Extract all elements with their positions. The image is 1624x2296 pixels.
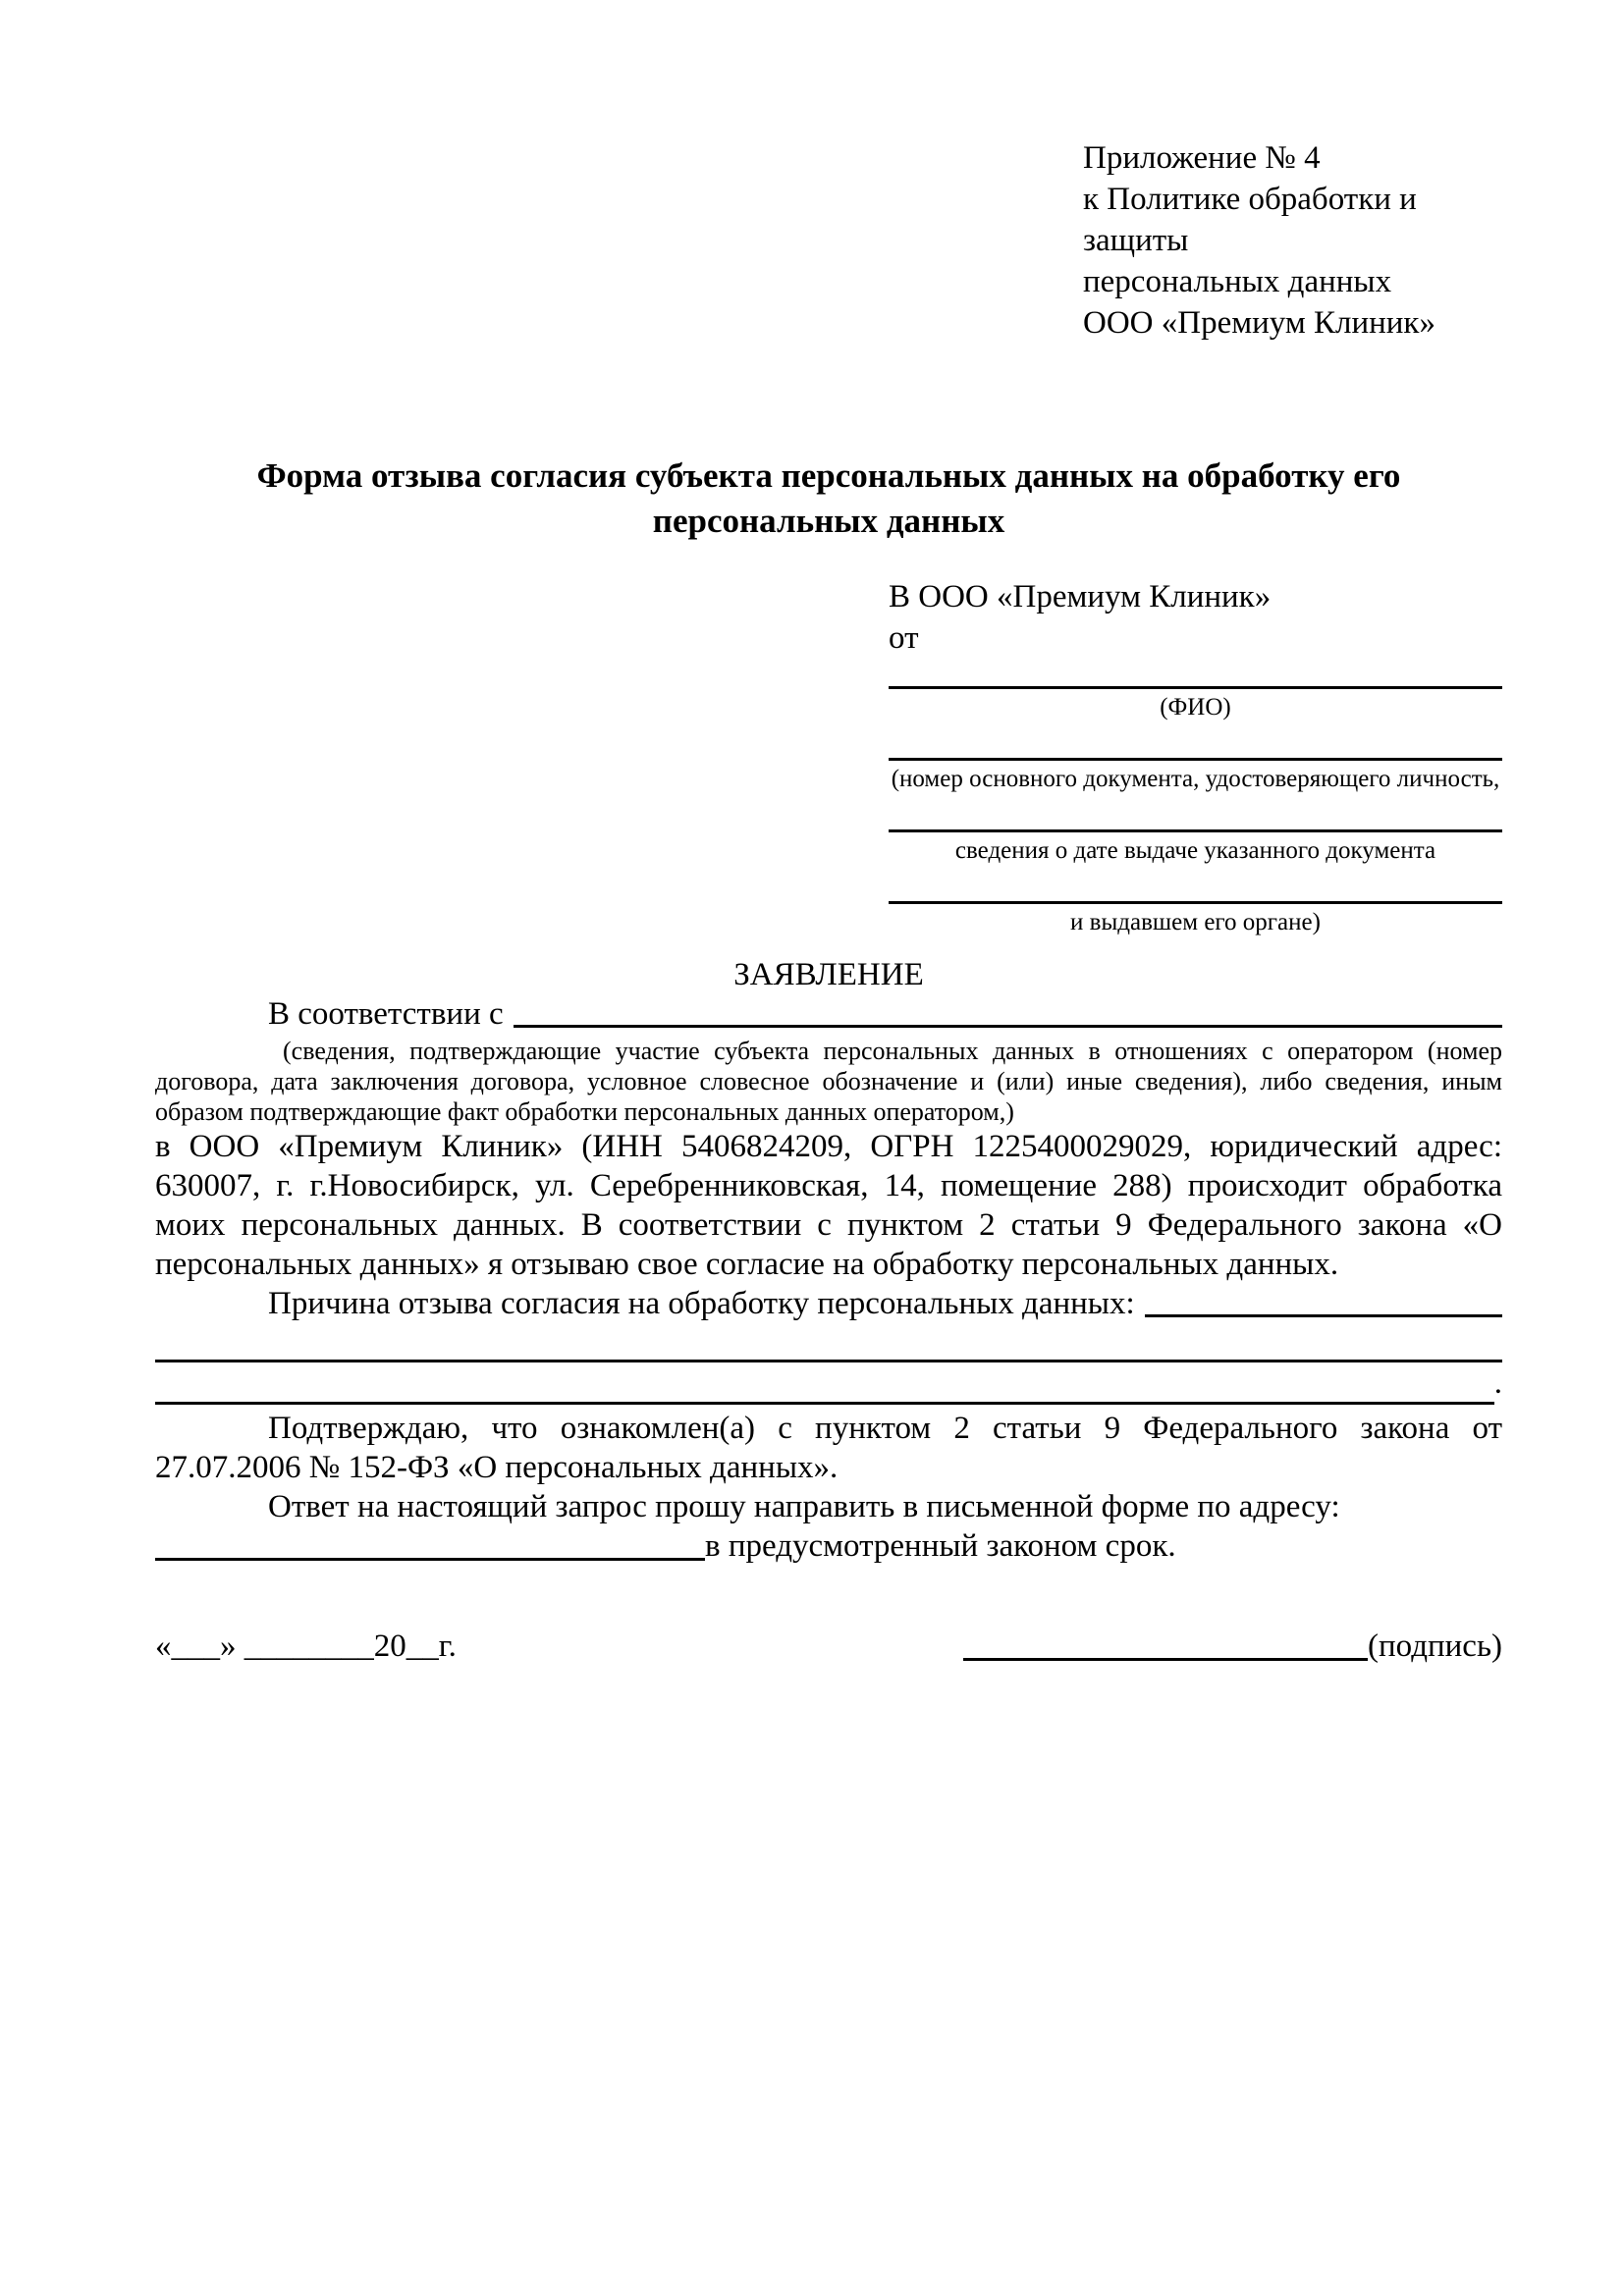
reply-tail-text: в предусмотренный законом срок. [705, 1528, 1176, 1564]
appendix-header [1083, 137, 1502, 344]
addressee-block [889, 576, 1502, 937]
addressee-to: В ООО «Премиум Клиник» [889, 579, 1272, 614]
statement-heading: ЗАЯВЛЕНИЕ [733, 957, 924, 992]
fio-field [889, 686, 1502, 722]
intro-row [155, 994, 1502, 1034]
reply-request-paragraph: Ответ на настоящий запрос прошу направить в письменной форме по адресу: [268, 1489, 1340, 1524]
reason-blank-line-3 [155, 1362, 1502, 1405]
identity-document-field [889, 758, 1502, 794]
issuing-authority-field [889, 901, 1502, 937]
signature-blank-line [963, 1658, 1368, 1661]
appendix-number-line: Приложение № 4 [1083, 140, 1321, 176]
blank-line-period: . [1493, 1365, 1502, 1401]
reason-label: Причина отзыва согласия на обработку персональных данных: [268, 1286, 1135, 1321]
organization-name-line: ООО «Премиум Клиник» [1083, 305, 1435, 341]
issue-date-field [889, 829, 1502, 866]
confirmation-paragraph: Подтверждаю, что ознакомлен(а) с пунктом 2 статьи 9 Федерального закона от 27.07.2006 № 152-ФЗ «О персональных данных». [155, 1411, 1502, 1485]
reason-blank-line [1145, 1314, 1502, 1317]
policy-reference-line-2: персональных данных [1083, 264, 1392, 299]
signature-caption: (подпись) [1368, 1629, 1502, 1664]
policy-reference-line: к Политике обработки и защиты [1083, 182, 1417, 258]
intro-prefix: В соответствии с [268, 996, 504, 1032]
document-title: Форма отзыва согласия субъекта персональных данных на обработку его персональных данных [256, 456, 1401, 540]
footer-row [155, 1627, 1502, 1666]
identity-document-caption: (номер основного документа, удостоверяющего личность, [891, 766, 1500, 792]
reply-address-row [155, 1526, 1502, 1566]
issue-date-caption: сведения о дате выдаче указанного документа [954, 837, 1436, 864]
addressee-from-label: от [889, 620, 919, 656]
signature-field [963, 1627, 1502, 1666]
fio-caption: (ФИО) [1160, 694, 1231, 721]
address-blank-line [155, 1558, 705, 1561]
date-field: «___» ________20__г. [155, 1629, 457, 1664]
reason-blank-line-3-rule [155, 1402, 1494, 1405]
reason-blank-line-2 [155, 1323, 1502, 1362]
statement-body: в ООО «Премиум Клиник» (ИНН 5406824209, ОГРН 1225400029029, юридический адрес: 630007, г. г.Новосибирск, ул. Серебренниковская, 14, помещение 288) происходит обработка моих персональных данных. В соответствии с пунктом 2 статьи 9 Федерального закона «О персональных данных» я отзываю свое согласие на обработку персональных данных. [155, 1129, 1502, 1282]
issuing-authority-caption: и выдавшем его органе) [1070, 909, 1321, 935]
intro-blank-line [514, 1025, 1502, 1028]
reason-row [155, 1284, 1502, 1323]
intro-note: (сведения, подтверждающие участие субъекта персональных данных в отношениях с оператором (номер договора, дата заключения договора, условное словесное обозначение и (или) иные сведения), либо сведения, иным образом подтверждающие факт обработки персональных данных оператором,) [155, 1037, 1502, 1126]
